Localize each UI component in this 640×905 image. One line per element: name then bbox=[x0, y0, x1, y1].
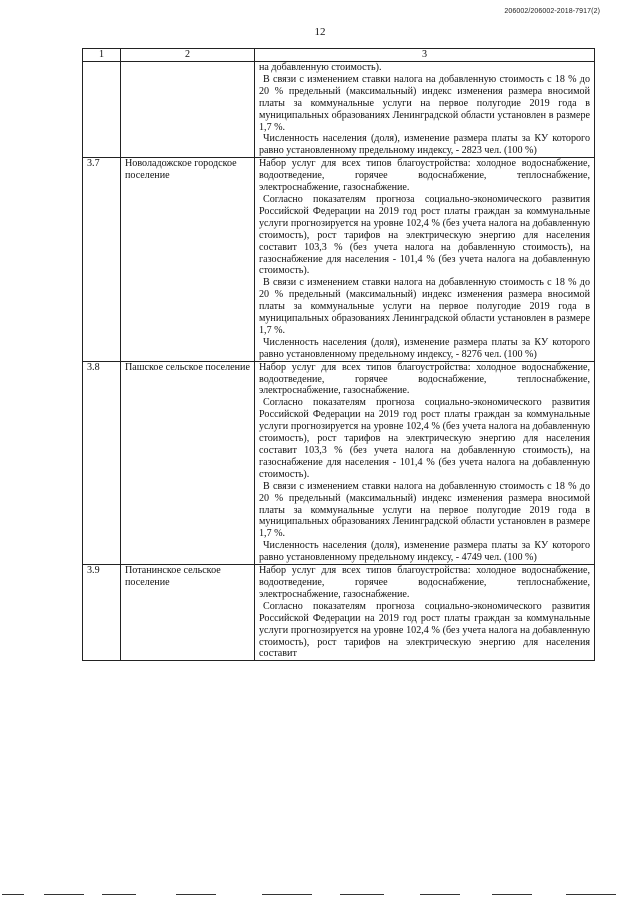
scan-edge-marks bbox=[0, 894, 640, 898]
settlement-name-cell bbox=[121, 62, 255, 158]
scan-mark bbox=[262, 894, 312, 895]
column-header: 3 bbox=[255, 49, 595, 62]
scan-mark bbox=[44, 894, 84, 895]
scan-mark bbox=[492, 894, 532, 895]
scan-mark bbox=[566, 894, 616, 895]
page-number: 12 bbox=[314, 26, 326, 38]
scan-mark bbox=[102, 894, 136, 895]
paragraph: В связи с изменением ставки налога на добавленную стоимость с 18 % до 20 % предельный (максимальный) индекс изменения размера вносимой платы за коммунальные услуги на первое полугодие 2019 года в муниципальных образованиях Ленинградской области установлен в размере 1,7 %. bbox=[259, 73, 590, 133]
document-id: 206002/206002-2018-7917(2) bbox=[504, 8, 600, 15]
row-number-cell: 3.7 bbox=[83, 158, 121, 361]
indices-table bbox=[82, 48, 595, 661]
scan-mark bbox=[420, 894, 460, 895]
row-text-cell bbox=[255, 62, 595, 158]
table-row bbox=[83, 158, 595, 361]
paragraph: Численность населения (доля), изменение размера платы за КУ которого равно установленному предельному индексу, - 8276 чел. (100 %) bbox=[259, 336, 590, 360]
paragraph: Набор услуг для всех типов благоустройства: холодное водоснабжение, водоотведение, горячее водоснабжение, теплоснабжение, электроснабжение, газоснабжение. bbox=[259, 565, 590, 600]
scan-mark bbox=[340, 894, 384, 895]
settlement-name-cell: Пашское сельское поселение bbox=[121, 361, 255, 564]
row-number-cell: 3.8 bbox=[83, 361, 121, 564]
paragraph: Согласно показателям прогноза социально-экономического развития Российской Федерации на 2019 год рост платы граждан за коммунальные услуги прогнозируется на уровне 102,4 % (без учета налога на добавленную стоимость), рост тарифов на электрическую энергию для населения составит 103,3 % (без учета налога на добавленную стоимость), на газоснабжение для населения - 101,4 % (без учета налога на добавленную стоимость). bbox=[259, 397, 590, 480]
table-row bbox=[83, 565, 595, 661]
paragraph: Согласно показателям прогноза социально-экономического развития Российской Федерации на 2019 год рост платы граждан за коммунальные услуги прогнозируется на уровне 102,4 % (без учета налога на добавленную стоимость), рост тарифов на электрическую энергию для населения составит bbox=[259, 600, 590, 660]
paragraph: В связи с изменением ставки налога на добавленную стоимость с 18 % до 20 % предельный (максимальный) индекс изменения размера вносимой платы за коммунальные услуги на первое полугодие 2019 года в муниципальных образованиях Ленинградской области установлен в размере 1,7 %. bbox=[259, 277, 590, 336]
paragraph: Согласно показателям прогноза социально-экономического развития Российской Федерации на 2019 год рост платы граждан за коммунальные услуги прогнозируется на уровне 102,4 % (без учета налога на добавленную стоимость), рост тарифов на электрическую энергию для населения составит 103,3 % (без учета налога на добавленную стоимость), на газоснабжение для населения - 101,4 % (без учета налога на добавленную стоимость). bbox=[259, 193, 590, 277]
paragraph: Набор услуг для всех типов благоустройства: холодное водоснабжение, водоотведение, горячее водоснабжение, теплоснабжение, электроснабжение, газоснабжение. bbox=[259, 158, 590, 194]
scan-mark bbox=[176, 894, 216, 895]
row-number-cell bbox=[83, 62, 121, 158]
settlement-name-cell: Потанинское сельское поселение bbox=[121, 565, 255, 661]
column-header: 1 bbox=[83, 49, 121, 62]
column-header: 2 bbox=[121, 49, 255, 62]
paragraph: на добавленную стоимость). bbox=[259, 62, 382, 73]
settlement-name-cell: Новоладожское городское поселение bbox=[121, 158, 255, 361]
table-row bbox=[83, 361, 595, 564]
table-header-row bbox=[83, 49, 595, 62]
table-row-continuation bbox=[83, 62, 595, 158]
row-text-cell bbox=[255, 158, 595, 361]
paragraph: Численность населения (доля), изменение размера платы за КУ которого равно установленному предельному индексу, - 4749 чел. (100 %) bbox=[259, 540, 590, 564]
paragraph: Численность населения (доля), изменение размера платы за КУ которого равно установленному предельному индексу, - 2823 чел. (100 %) bbox=[259, 133, 590, 157]
paragraph: В связи с изменением ставки налога на добавленную стоимость с 18 % до 20 % предельный (максимальный) индекс изменения размера вносимой платы за коммунальные услуги на первое полугодие 2019 года в муниципальных образованиях Ленинградской области установлен в размере 1,7 %. bbox=[259, 480, 590, 540]
scan-mark bbox=[2, 894, 24, 895]
row-text-cell bbox=[255, 565, 595, 661]
paragraph: Набор услуг для всех типов благоустройства: холодное водоснабжение, водоотведение, горячее водоснабжение, теплоснабжение, электроснабжение, газоснабжение. bbox=[259, 361, 590, 397]
row-text-cell bbox=[255, 361, 595, 564]
row-number-cell: 3.9 bbox=[83, 565, 121, 661]
